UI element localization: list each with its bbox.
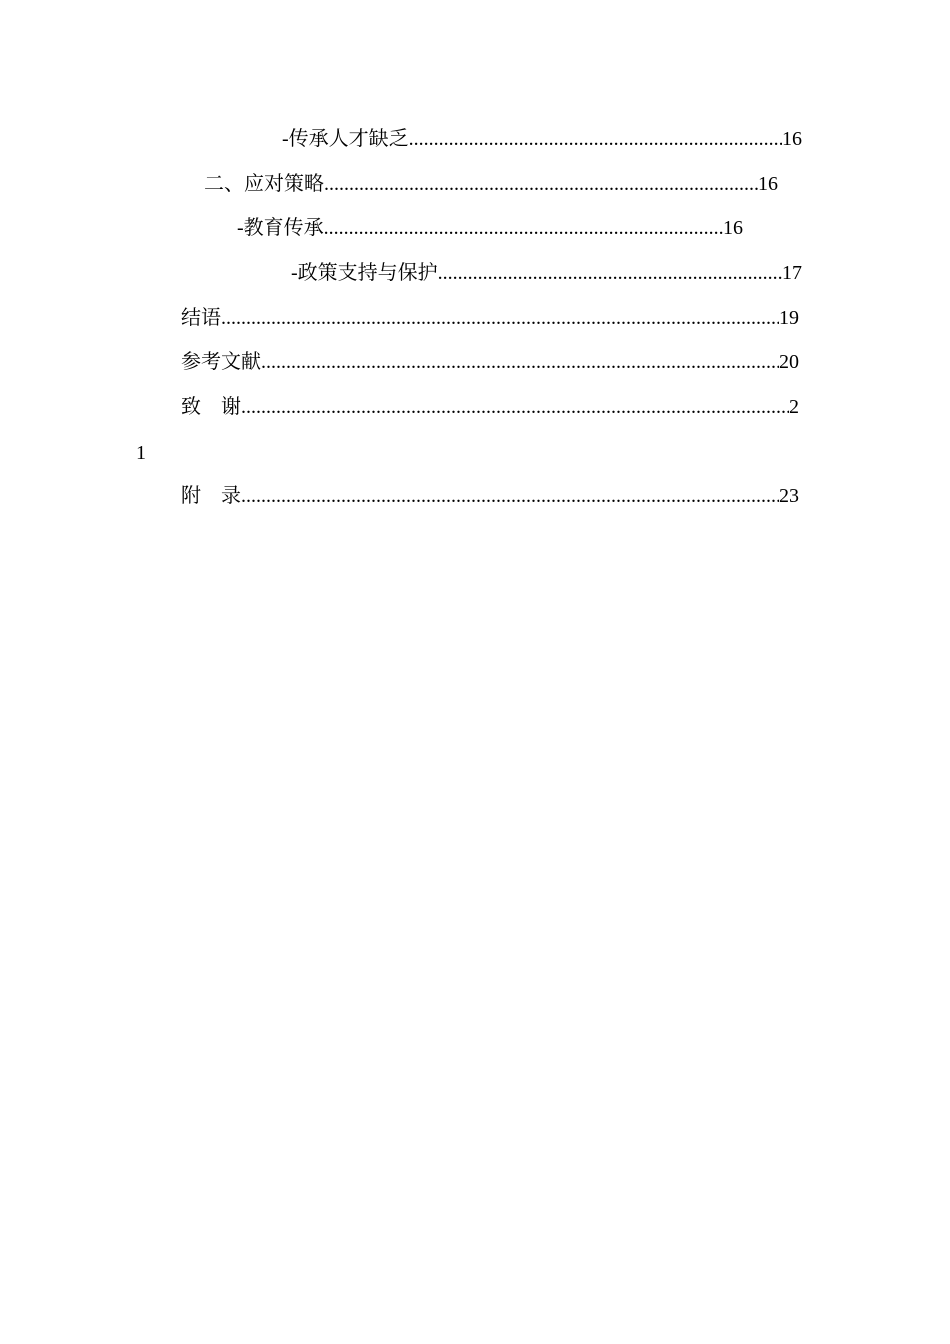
toc-page-number: 16 bbox=[782, 128, 802, 150]
toc-page-number: 16 bbox=[723, 217, 743, 239]
toc-entry bbox=[181, 349, 799, 375]
toc-entry-label: -教育传承 bbox=[237, 217, 324, 239]
toc-leader-dots bbox=[324, 171, 758, 197]
toc-page-number: 19 bbox=[779, 307, 799, 329]
toc-page-number: 16 bbox=[758, 173, 778, 195]
toc-entry-label: 附 录 bbox=[181, 485, 241, 507]
toc-entry bbox=[181, 394, 799, 420]
toc-entry bbox=[204, 171, 778, 197]
toc-entry bbox=[282, 126, 802, 152]
toc-entry-label: 致 谢 bbox=[181, 396, 241, 418]
toc-wrapped-page-digit: 1 bbox=[136, 442, 146, 464]
toc-leader-dots bbox=[261, 349, 779, 375]
toc-entry-label: 二、应对策略 bbox=[204, 173, 324, 195]
toc-page-number: 17 bbox=[782, 262, 802, 284]
toc-leader-dots bbox=[221, 305, 779, 331]
toc-entry bbox=[181, 483, 799, 509]
toc-entry-label: -政策支持与保护 bbox=[291, 262, 438, 284]
toc-entry bbox=[237, 215, 743, 241]
toc-leader-dots bbox=[241, 394, 789, 420]
toc-page-number: 20 bbox=[779, 351, 799, 373]
toc-leader-dots bbox=[438, 260, 782, 286]
toc-leader-dots bbox=[409, 126, 782, 152]
toc-page-number: 2 bbox=[789, 396, 799, 418]
toc-leader-dots bbox=[241, 483, 779, 509]
toc-entry-label: 结语 bbox=[181, 307, 221, 329]
toc-entry bbox=[291, 260, 802, 286]
toc-leader-dots bbox=[324, 215, 723, 241]
toc-entry-label: 参考文献 bbox=[181, 351, 261, 373]
toc-entry bbox=[181, 305, 799, 331]
toc-page-number: 23 bbox=[779, 485, 799, 507]
toc-entry-label: -传承人才缺乏 bbox=[282, 128, 409, 150]
